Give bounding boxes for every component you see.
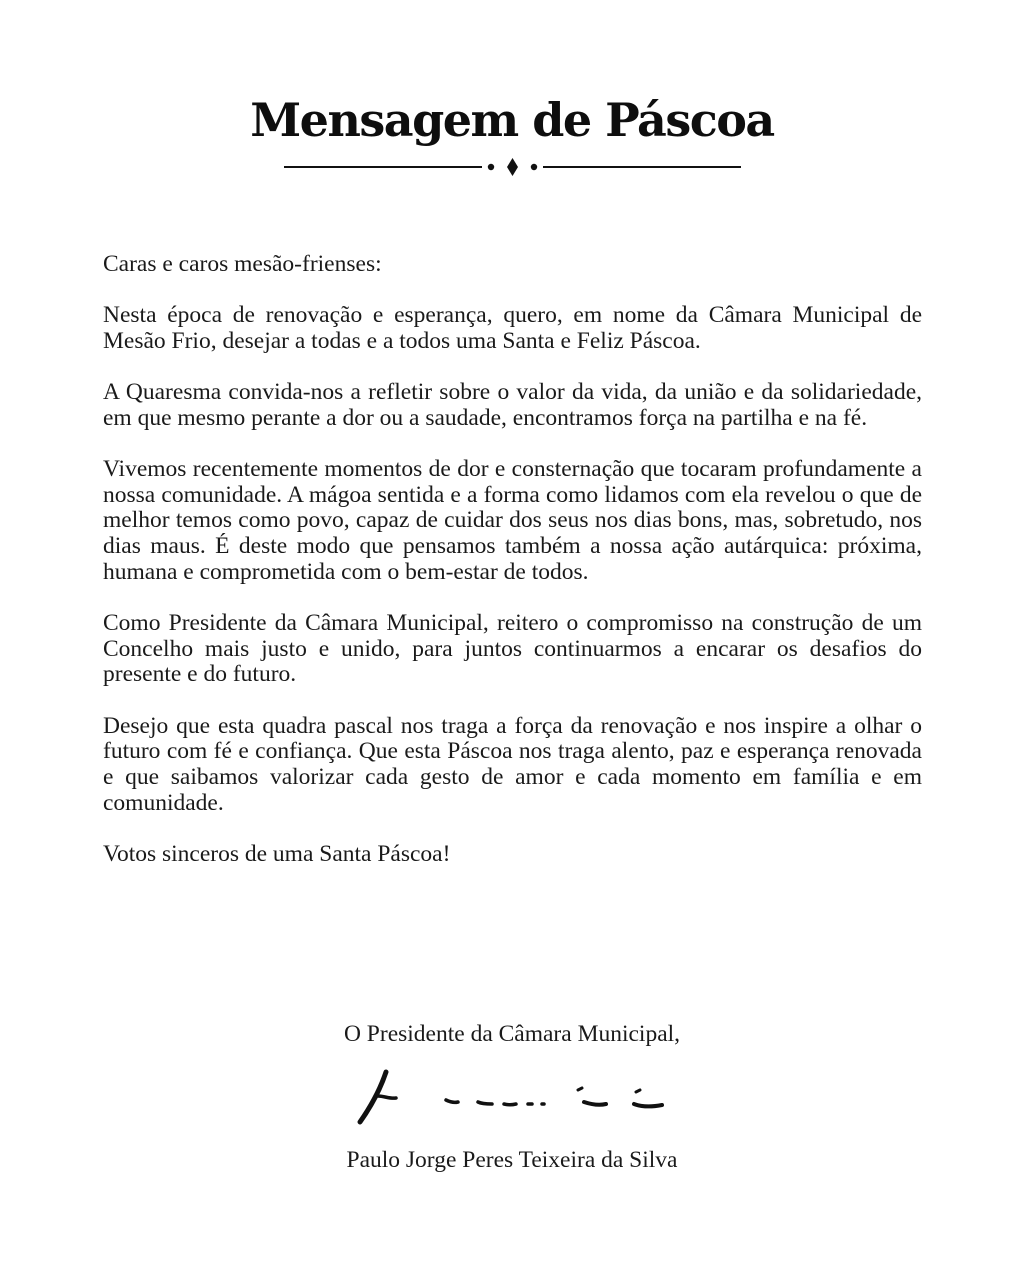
divider-diamond <box>507 158 518 176</box>
divider-dot-left <box>488 164 494 170</box>
paragraph-2: A Quaresma convida-nos a refletir sobre o valor da vida, da união e da solidariedade, em que mesmo perante a dor ou a saudade, encontramos força na partilha e na fé. <box>103 379 922 431</box>
signatory-name: Paulo Jorge Peres Teixeira da Silva <box>346 1147 678 1173</box>
paragraph-3: Vivemos recentemente momentos de dor e consternação que tocaram profundamente a nossa comunidade. A mágoa sentida e a forma como lidamos com ela revelou o que de melhor temos como povo, capaz de cuidar dos seus nos dias bons, mas, sobretudo, nos dias maus. É deste modo que pensamos também a nossa ação autárquica: próxima, humana e comprometida com o bem-estar de todos. <box>103 456 922 585</box>
paragraph-5: Desejo que esta quadra pascal nos traga a força da renovação e nos inspire a olhar o futuro com fé e confiança. Que esta Páscoa nos traga alento, paz e esperança renovada e que saibamos valorizar cada gesto de amor e cada momento em família e em comunidade. <box>103 712 922 816</box>
title-divider-ornament <box>284 154 741 180</box>
divider-dot-right <box>531 164 537 170</box>
message-body <box>103 252 922 893</box>
paragraph-4: Como Presidente da Câmara Municipal, reitero o compromisso na construção de um Concelho mais justo e unido, para juntos continuarmos a encarar os desafios do presente e do futuro. <box>103 610 922 688</box>
paragraph-1: Nesta época de renovação e esperança, quero, em nome da Câmara Municipal de Mesão Frio, desejar a todas e a todos uma Santa e Feliz Páscoa. <box>103 302 922 354</box>
handwritten-signature <box>352 1066 672 1128</box>
greeting: Caras e caros mesão-frienses: <box>103 251 382 277</box>
closing-wish: Votos sinceros de uma Santa Páscoa! <box>103 840 451 867</box>
closing-line: O Presidente da Câmara Municipal, <box>343 1021 681 1047</box>
page-title: Mensagem de Páscoa <box>250 93 774 147</box>
